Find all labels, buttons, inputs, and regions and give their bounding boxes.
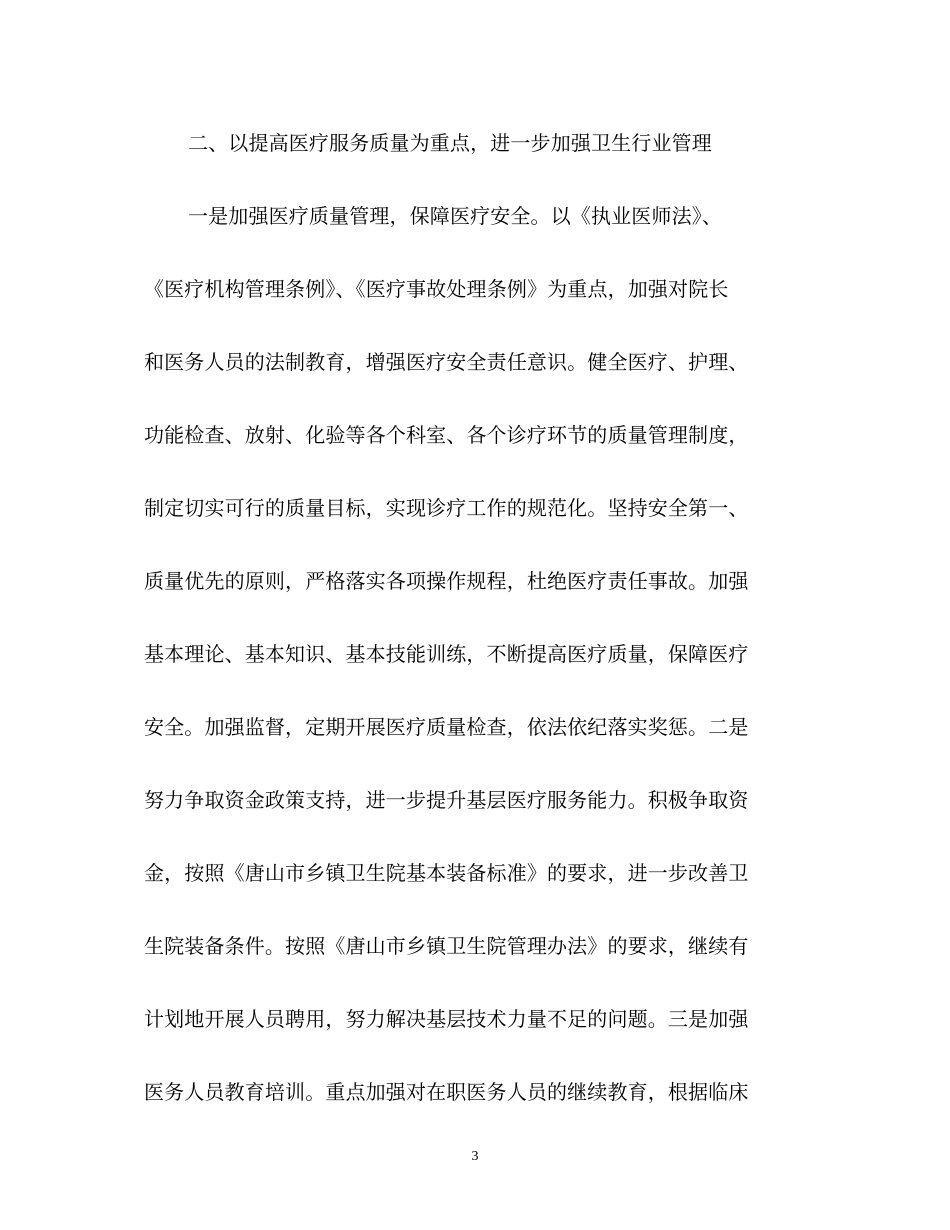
paragraph-line: 安全。加强监督，定期开展医疗质量检查，依法依纪落实奖惩。二是 (144, 715, 749, 739)
paragraph-line: 一是加强医疗质量管理，保障医疗安全。以《执业医师法》、 (188, 204, 723, 228)
page-number: 3 (471, 1149, 479, 1164)
paragraph-line: 计划地开展人员聘用，努力解决基层技术力量不足的问题。三是加强 (144, 1007, 749, 1031)
paragraph-line: 《医疗机构管理条例》、《医疗事故处理条例》为重点，加强对院长 (144, 277, 729, 301)
paragraph-line: 努力争取资金政策支持，进一步提升基层医疗服务能力。积极争取资 (144, 788, 749, 812)
paragraph-line: 功能检查、放射、化验等各个科室、各个诊疗环节的质量管理制度， (144, 423, 749, 447)
paragraph-line: 质量优先的原则，严格落实各项操作规程，杜绝医疗责任事故。加强 (144, 569, 749, 593)
section-heading: 二、以提高医疗服务质量为重点，进一步加强卫生行业管理 (188, 131, 712, 155)
paragraph-line: 基本理论、基本知识、基本技能训练，不断提高医疗质量，保障医疗 (144, 642, 749, 666)
paragraph-line: 金，按照《唐山市乡镇卫生院基本装备标准》的要求，进一步改善卫 (144, 861, 749, 885)
paragraph-line: 生院装备条件。按照《唐山市乡镇卫生院管理办法》的要求，继续有 (144, 934, 749, 958)
paragraph-line: 医务人员教育培训。重点加强对在职医务人员的继续教育，根据临床 (144, 1080, 749, 1104)
paragraph-line: 制定切实可行的质量目标，实现诊疗工作的规范化。坚持安全第一、 (144, 496, 749, 520)
paragraph-line: 和医务人员的法制教育，增强医疗安全责任意识。健全医疗、护理、 (144, 350, 749, 374)
